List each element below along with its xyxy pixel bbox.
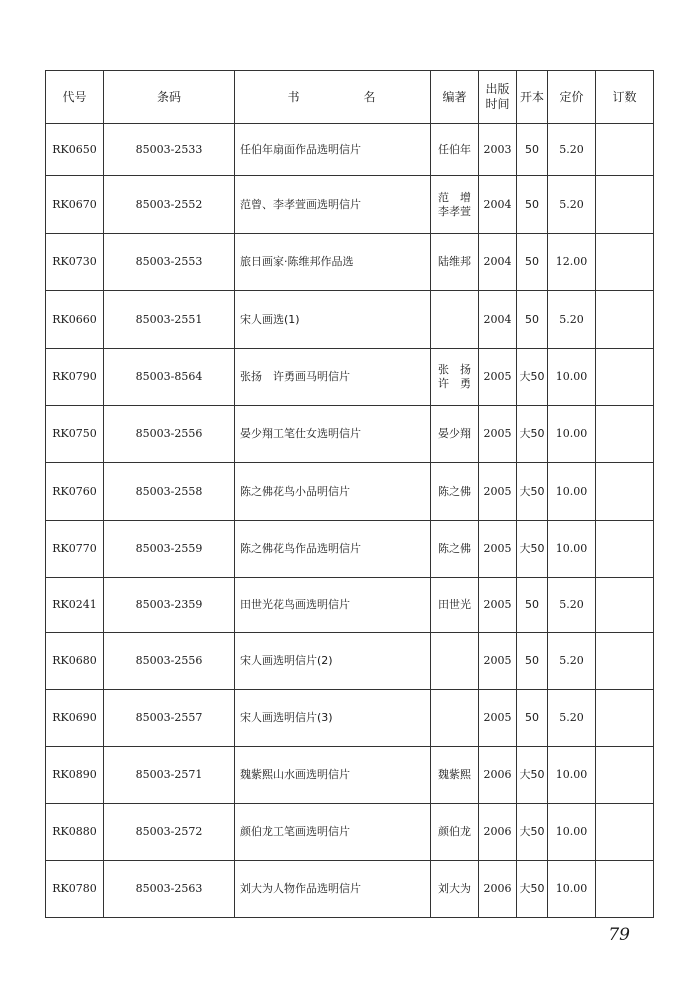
cell-order <box>596 124 654 176</box>
cell-order <box>596 463 654 521</box>
cell-year: 2005 <box>479 406 517 463</box>
cell-code: RK0880 <box>46 804 104 861</box>
cell-size: 大50 <box>517 804 548 861</box>
cell-size: 50 <box>517 291 548 349</box>
cell-title: 宋人画选(1) <box>235 291 431 349</box>
table-row <box>46 578 654 633</box>
table-row <box>46 463 654 521</box>
cell-size: 大50 <box>517 747 548 804</box>
author-name: 晏少翔 <box>438 427 471 440</box>
table-row <box>46 124 654 176</box>
cell-year: 2006 <box>479 804 517 861</box>
cell-size: 50 <box>517 578 548 633</box>
cell-price: 5.20 <box>548 176 596 234</box>
cell-code: RK0660 <box>46 291 104 349</box>
cell-order <box>596 690 654 747</box>
author-name: 颜伯龙 <box>438 825 471 838</box>
cell-size: 大50 <box>517 406 548 463</box>
header-year <box>479 71 517 124</box>
header-barcode: 条码 <box>104 71 235 124</box>
cell-barcode: 85003-2556 <box>104 406 235 463</box>
header-author: 编著 <box>431 71 479 124</box>
cell-author <box>431 234 479 291</box>
cell-code: RK0730 <box>46 234 104 291</box>
cell-author <box>431 521 479 578</box>
cell-title: 魏紫熙山水画选明信片 <box>235 747 431 804</box>
cell-title: 颜伯龙工笔画选明信片 <box>235 804 431 861</box>
header-title-text: 书 名 <box>287 89 402 104</box>
cell-title: 张扬 许勇画马明信片 <box>235 349 431 406</box>
cell-barcode: 85003-2563 <box>104 861 235 918</box>
cell-order <box>596 804 654 861</box>
table-row <box>46 349 654 406</box>
cell-order <box>596 176 654 234</box>
cell-year: 2004 <box>479 234 517 291</box>
cell-size: 大50 <box>517 861 548 918</box>
table-row <box>46 804 654 861</box>
table-row <box>46 521 654 578</box>
cell-order <box>596 861 654 918</box>
author-name: 陈之佛 <box>438 542 471 555</box>
header-size: 开本 <box>517 71 548 124</box>
cell-title: 田世光花鸟画选明信片 <box>235 578 431 633</box>
cell-title: 宋人画选明信片(3) <box>235 690 431 747</box>
table-row <box>46 747 654 804</box>
cell-author <box>431 861 479 918</box>
cell-title: 宋人画选明信片(2) <box>235 633 431 690</box>
author-name: 魏紫熙 <box>438 768 471 781</box>
cell-size: 50 <box>517 234 548 291</box>
cell-author <box>431 124 479 176</box>
header-price: 定价 <box>548 71 596 124</box>
header-year-line2: 时间 <box>485 97 510 111</box>
cell-code: RK0690 <box>46 690 104 747</box>
table-row <box>46 690 654 747</box>
cell-year: 2005 <box>479 578 517 633</box>
table-body <box>46 124 654 918</box>
header-year-line1: 出版 <box>485 82 510 96</box>
cell-price: 10.00 <box>548 406 596 463</box>
cell-author <box>431 690 479 747</box>
cell-barcode: 85003-2558 <box>104 463 235 521</box>
cell-order <box>596 521 654 578</box>
header-order: 订数 <box>596 71 654 124</box>
cell-barcode: 85003-2559 <box>104 521 235 578</box>
cell-author <box>431 633 479 690</box>
table-row <box>46 291 654 349</box>
cell-size: 50 <box>517 690 548 747</box>
table-row <box>46 861 654 918</box>
cell-year: 2005 <box>479 521 517 578</box>
cell-title: 范曾、李孝萱画选明信片 <box>235 176 431 234</box>
cell-year: 2005 <box>479 690 517 747</box>
cell-price: 10.00 <box>548 463 596 521</box>
cell-author <box>431 406 479 463</box>
cell-year: 2004 <box>479 176 517 234</box>
cell-year: 2004 <box>479 291 517 349</box>
table-row <box>46 633 654 690</box>
cell-price: 5.20 <box>548 690 596 747</box>
cell-order <box>596 234 654 291</box>
cell-code: RK0750 <box>46 406 104 463</box>
cell-year: 2006 <box>479 747 517 804</box>
cell-year: 2005 <box>479 633 517 690</box>
cell-title: 晏少翔工笔仕女选明信片 <box>235 406 431 463</box>
cell-size: 大50 <box>517 349 548 406</box>
cell-price: 10.00 <box>548 861 596 918</box>
cell-barcode: 85003-2551 <box>104 291 235 349</box>
cell-year: 2006 <box>479 861 517 918</box>
author-name: 刘大为 <box>438 882 471 895</box>
cell-barcode: 85003-2572 <box>104 804 235 861</box>
cell-title: 旅日画家·陈维邦作品选 <box>235 234 431 291</box>
cell-barcode: 85003-8564 <box>104 349 235 406</box>
cell-price: 5.20 <box>548 633 596 690</box>
cell-title: 陈之佛花鸟作品选明信片 <box>235 521 431 578</box>
author-name: 张 扬 <box>438 363 471 376</box>
cell-order <box>596 349 654 406</box>
cell-order <box>596 633 654 690</box>
cell-code: RK0650 <box>46 124 104 176</box>
cell-order <box>596 291 654 349</box>
cell-title: 任伯年扇面作品选明信片 <box>235 124 431 176</box>
table-row <box>46 234 654 291</box>
cell-year: 2005 <box>479 349 517 406</box>
author-name: 陈之佛 <box>438 484 471 498</box>
cell-code: RK0680 <box>46 633 104 690</box>
cell-price: 5.20 <box>548 578 596 633</box>
cell-price: 10.00 <box>548 349 596 406</box>
cell-author <box>431 176 479 234</box>
cell-size: 大50 <box>517 463 548 521</box>
cell-author <box>431 804 479 861</box>
cell-barcode: 85003-2553 <box>104 234 235 291</box>
catalog-table <box>45 70 654 918</box>
cell-price: 10.00 <box>548 804 596 861</box>
cell-code: RK0670 <box>46 176 104 234</box>
table-row <box>46 406 654 463</box>
cell-price: 5.20 <box>548 124 596 176</box>
cell-size: 大50 <box>517 521 548 578</box>
cell-barcode: 85003-2557 <box>104 690 235 747</box>
header-row <box>46 71 654 124</box>
cell-barcode: 85003-2552 <box>104 176 235 234</box>
cell-title: 刘大为人物作品选明信片 <box>235 861 431 918</box>
header-title <box>235 71 431 124</box>
author-name: 田世光 <box>438 598 471 611</box>
cell-order <box>596 406 654 463</box>
cell-price: 10.00 <box>548 521 596 578</box>
cell-barcode: 85003-2556 <box>104 633 235 690</box>
cell-order <box>596 747 654 804</box>
cell-year: 2003 <box>479 124 517 176</box>
page-number: 79 <box>608 925 630 945</box>
cell-title: 陈之佛花鸟小品明信片 <box>235 463 431 521</box>
cell-code: RK0890 <box>46 747 104 804</box>
author-name: 陆维邦 <box>438 255 471 268</box>
cell-barcode: 85003-2359 <box>104 578 235 633</box>
author-name: 任伯年 <box>438 142 471 156</box>
cell-code: RK0790 <box>46 349 104 406</box>
cell-price: 10.00 <box>548 747 596 804</box>
header-code: 代号 <box>46 71 104 124</box>
cell-author <box>431 463 479 521</box>
cell-code: RK0241 <box>46 578 104 633</box>
cell-code: RK0780 <box>46 861 104 918</box>
cell-author <box>431 578 479 633</box>
cell-year: 2005 <box>479 463 517 521</box>
cell-code: RK0760 <box>46 463 104 521</box>
table-row <box>46 176 654 234</box>
cell-size: 50 <box>517 124 548 176</box>
cell-barcode: 85003-2571 <box>104 747 235 804</box>
cell-author <box>431 747 479 804</box>
cell-price: 5.20 <box>548 291 596 349</box>
cell-order <box>596 578 654 633</box>
author-name: 范 增 <box>438 190 471 204</box>
cell-code: RK0770 <box>46 521 104 578</box>
cell-author <box>431 291 479 349</box>
author-name: 许 勇 <box>438 377 471 390</box>
cell-barcode: 85003-2533 <box>104 124 235 176</box>
cell-price: 12.00 <box>548 234 596 291</box>
cell-author <box>431 349 479 406</box>
cell-size: 50 <box>517 633 548 690</box>
cell-size: 50 <box>517 176 548 234</box>
author-name: 李孝萱 <box>438 204 471 218</box>
